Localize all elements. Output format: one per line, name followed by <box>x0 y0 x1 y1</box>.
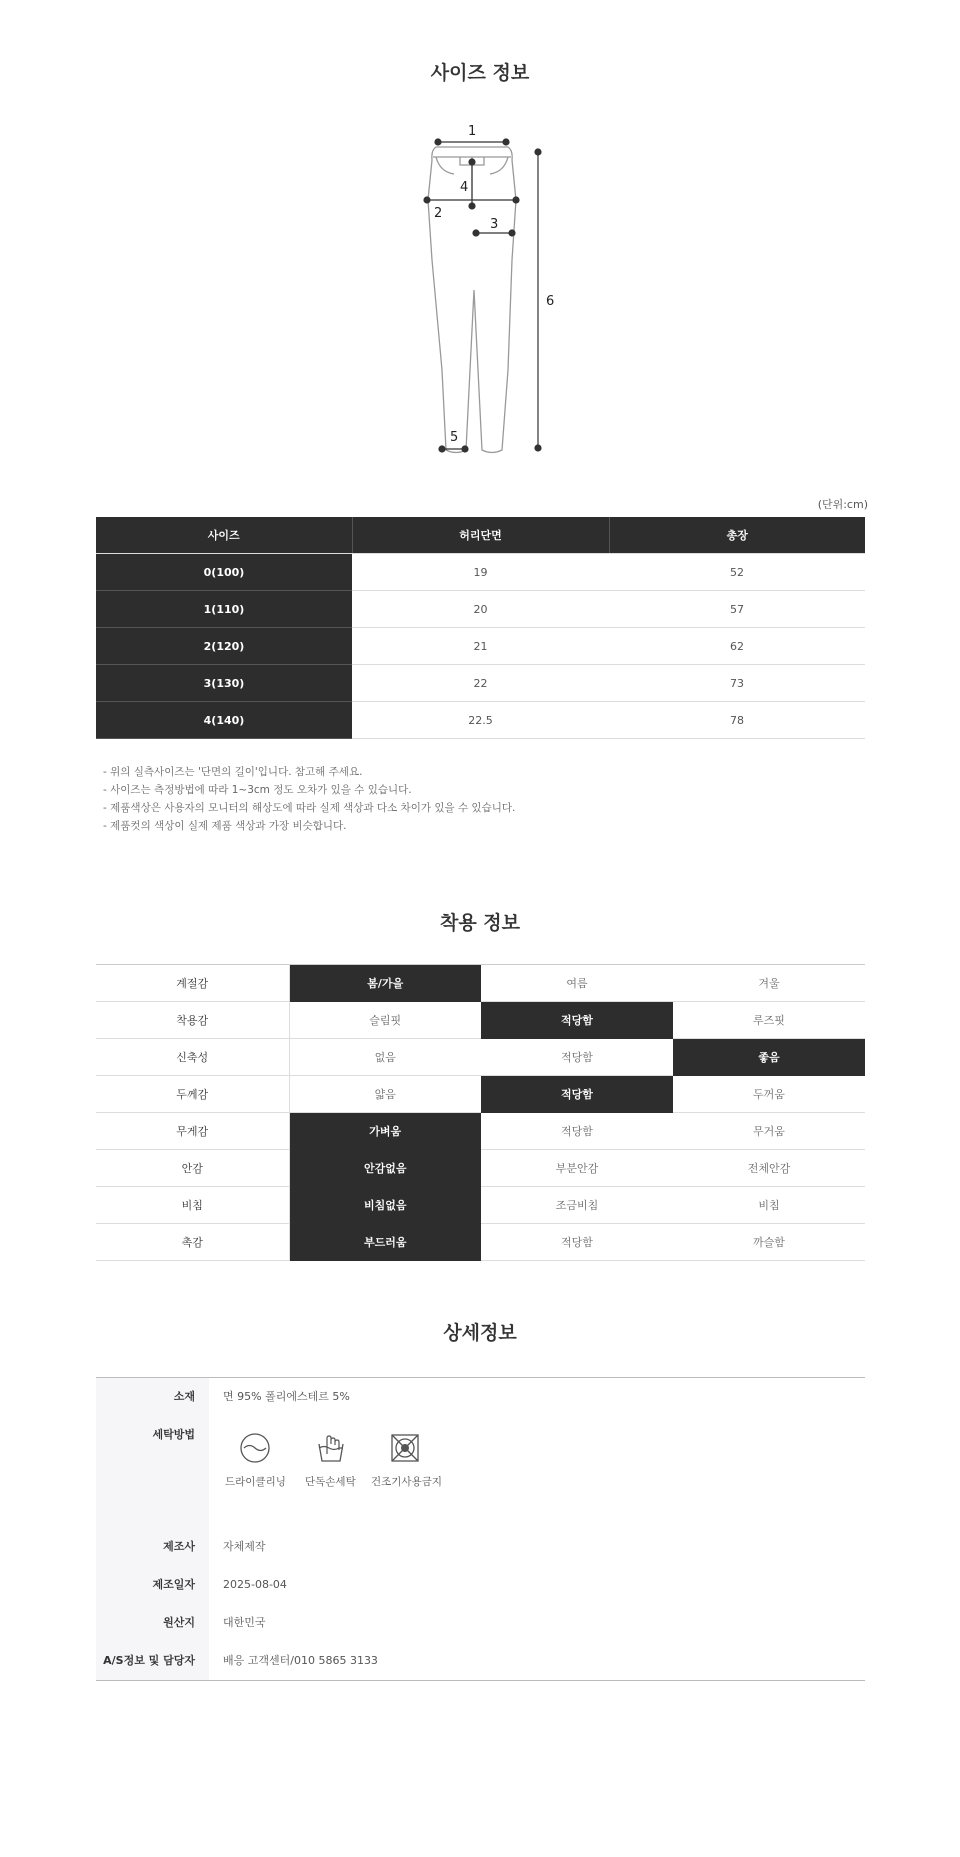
fit-option-selected: 부드러움 <box>289 1224 481 1261</box>
fit-row <box>96 1150 865 1187</box>
fit-row-label: 계절감 <box>96 965 289 1002</box>
fit-option: 적당함 <box>481 1224 673 1261</box>
fit-option: 적당함 <box>481 1113 673 1150</box>
detail-row-wash <box>96 1416 865 1528</box>
fit-row-label: 안감 <box>96 1150 289 1187</box>
dry-cleaning-icon <box>239 1432 271 1464</box>
dry-cleaning-label: 드라이클리닝 <box>225 1476 286 1488</box>
detail-info-title: 상세정보 <box>443 1322 517 1344</box>
unit-label: (단위:cm) <box>817 498 868 511</box>
fit-option-selected: 비침없음 <box>289 1187 481 1224</box>
hand-wash-label: 단독손세탁 <box>305 1476 356 1488</box>
as-label: A/S정보 및 담당자 <box>96 1642 209 1680</box>
fit-option: 비침 <box>673 1187 865 1224</box>
fit-option: 무거움 <box>673 1113 865 1150</box>
waist-cell: 21 <box>352 628 609 665</box>
origin-value: 대한민국 <box>223 1616 266 1629</box>
wash-label: 세탁방법 <box>96 1416 209 1528</box>
note-item: - 사이즈는 측정방법에 따라 1~3cm 정도 오차가 있을 수 있습니다. <box>103 781 515 799</box>
fit-row <box>96 1039 865 1076</box>
table-row <box>96 665 865 702</box>
table-row <box>96 702 865 739</box>
fit-option: 여름 <box>481 965 673 1002</box>
fit-option: 전체안감 <box>673 1150 865 1187</box>
fit-row-label: 촉감 <box>96 1224 289 1261</box>
fit-option-selected: 좋음 <box>673 1039 865 1076</box>
no-tumble-dry-label: 건조기사용금지 <box>371 1476 443 1488</box>
length-cell: 57 <box>609 591 865 628</box>
fit-option: 겨울 <box>673 965 865 1002</box>
detail-table <box>96 1377 865 1681</box>
hand-wash-icon <box>315 1432 347 1464</box>
material-label: 소재 <box>96 1378 209 1416</box>
material-value: 면 95% 폴리에스테르 5% <box>223 1390 350 1403</box>
fit-option: 얇음 <box>289 1076 481 1113</box>
detail-row-origin <box>96 1604 865 1642</box>
fit-row <box>96 1002 865 1039</box>
fit-row <box>96 965 865 1002</box>
measure-label-6: 6 <box>546 294 555 309</box>
waist-cell: 20 <box>352 591 609 628</box>
size-header-size: 사이즈 <box>96 517 352 554</box>
fit-option-selected: 가벼움 <box>289 1113 481 1150</box>
fit-row-label: 신축성 <box>96 1039 289 1076</box>
fit-option: 까슬함 <box>673 1224 865 1261</box>
fit-option: 슬림핏 <box>289 1002 481 1039</box>
fit-option: 두꺼움 <box>673 1076 865 1113</box>
fit-option: 부분안감 <box>481 1150 673 1187</box>
fit-row <box>96 1113 865 1150</box>
waist-cell: 19 <box>352 554 609 591</box>
fit-row-label: 착용감 <box>96 1002 289 1039</box>
fit-row <box>96 1076 865 1113</box>
maker-label: 제조사 <box>96 1528 209 1566</box>
fit-option: 없음 <box>289 1039 481 1076</box>
fit-option: 루즈핏 <box>673 1002 865 1039</box>
waist-cell: 22 <box>352 665 609 702</box>
date-value: 2025-08-04 <box>223 1578 287 1591</box>
waist-cell: 22.5 <box>352 702 609 739</box>
wash-methods <box>209 1416 865 1528</box>
size-cell: 3(130) <box>96 665 352 702</box>
detail-row-material <box>96 1378 865 1416</box>
pants-measurement-diagram <box>400 120 590 460</box>
size-cell: 2(120) <box>96 628 352 665</box>
fit-option: 적당함 <box>481 1039 673 1076</box>
size-notes <box>103 763 515 835</box>
fit-option: 조금비침 <box>481 1187 673 1224</box>
fit-table <box>96 964 865 1261</box>
measure-label-3: 3 <box>490 217 499 232</box>
measure-label-2: 2 <box>434 206 443 221</box>
fit-option-selected: 봄/가을 <box>289 965 481 1002</box>
size-table <box>96 517 865 739</box>
note-item: - 제품색상은 사용자의 모니터의 해상도에 따라 실제 색상과 다소 차이가 있을 수 있습니다. <box>103 799 515 817</box>
note-item: - 제품컷의 색상이 실제 제품 색상과 가장 비슷합니다. <box>103 817 515 835</box>
size-info-title: 사이즈 정보 <box>430 62 530 84</box>
as-value: 배응 고객센터/010 5865 3133 <box>223 1654 378 1667</box>
length-cell: 52 <box>609 554 865 591</box>
length-cell: 78 <box>609 702 865 739</box>
fit-option-selected: 적당함 <box>481 1076 673 1113</box>
size-cell: 1(110) <box>96 591 352 628</box>
table-row <box>96 554 865 591</box>
table-row <box>96 591 865 628</box>
size-cell: 0(100) <box>96 554 352 591</box>
origin-label: 원산지 <box>96 1604 209 1642</box>
fit-row <box>96 1224 865 1261</box>
table-row <box>96 628 865 665</box>
detail-row-as <box>96 1642 865 1680</box>
fit-row-label: 비침 <box>96 1187 289 1224</box>
detail-row-maker <box>96 1528 865 1566</box>
length-cell: 73 <box>609 665 865 702</box>
no-tumble-dry-icon <box>389 1432 421 1464</box>
maker-value: 자체제작 <box>223 1540 266 1553</box>
size-header-waist: 허리단면 <box>352 517 609 554</box>
date-label: 제조일자 <box>96 1566 209 1604</box>
size-cell: 4(140) <box>96 702 352 739</box>
fit-row-label: 두께감 <box>96 1076 289 1113</box>
measure-label-1: 1 <box>468 124 477 139</box>
note-item: - 위의 실측사이즈는 '단면의 길이'입니다. 참고해 주세요. <box>103 763 515 781</box>
fit-option-selected: 적당함 <box>481 1002 673 1039</box>
fit-row <box>96 1187 865 1224</box>
length-cell: 62 <box>609 628 865 665</box>
size-table-header <box>96 517 865 554</box>
fit-option-selected: 안감없음 <box>289 1150 481 1187</box>
measure-label-4: 4 <box>460 180 469 195</box>
detail-row-date <box>96 1566 865 1604</box>
size-header-length: 총장 <box>609 517 865 554</box>
fit-row-label: 무게감 <box>96 1113 289 1150</box>
fit-info-title: 착용 정보 <box>439 912 521 934</box>
measure-label-5: 5 <box>450 430 459 445</box>
